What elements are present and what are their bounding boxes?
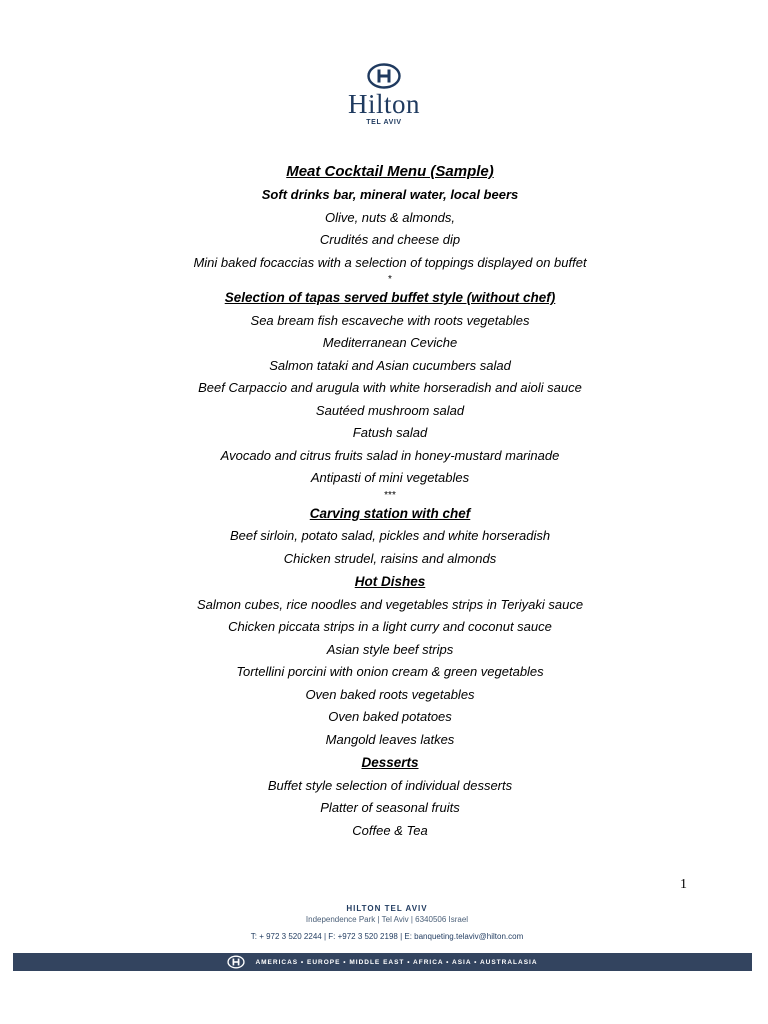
menu-title: Meat Cocktail Menu (Sample) <box>286 163 494 180</box>
menu-item: Chicken piccata strips in a light curry and coconut sauce <box>228 619 552 634</box>
brand-name: Hilton <box>347 89 420 119</box>
menu-item: Crudités and cheese dip <box>319 232 461 247</box>
menu-item: Asian style beef strips <box>326 641 454 657</box>
intro-drinks: Soft drinks bar, mineral water, local beers <box>261 187 519 202</box>
footer-regions-bar <box>13 953 752 971</box>
menu-item: Mediterranean Ceviche <box>322 335 458 350</box>
footer-regions: AMERICAS • EUROPE • MIDDLE EAST • AFRICA • ASIA • AUSTRALASIA <box>255 958 538 966</box>
brand-location: TEL AVIV <box>366 119 402 126</box>
footer-contact: T: + 972 3 520 2244 | F: +972 3 520 2198 | E: banqueting.telaviv@hilton.com <box>250 932 524 941</box>
menu-item: Fatush salad <box>352 425 428 440</box>
menu-item: Coffee & Tea <box>352 822 428 838</box>
menu-item: Mangold leaves latkes <box>325 731 455 747</box>
separator: *** <box>384 489 396 501</box>
menu-item: Salmon cubes, rice noodles and vegetables strips in Teriyaki sauce <box>196 596 584 612</box>
section-heading-tapas: Selection of tapas served buffet style (without chef) <box>224 290 556 305</box>
menu-item: Platter of seasonal fruits <box>320 800 460 815</box>
section-heading-hot-dishes: Hot Dishes <box>354 574 426 589</box>
menu-item: Sautéed mushroom salad <box>315 402 465 418</box>
hilton-emblem-icon <box>367 63 401 89</box>
footer-hotel-name: HILTON TEL AVIV <box>346 904 428 913</box>
menu-item: Chicken strudel, raisins and almonds <box>283 550 497 566</box>
menu-item: Buffet style selection of individual desserts <box>267 777 513 793</box>
footer <box>0 903 768 943</box>
menu-item: Salmon tataki and Asian cucumbers salad <box>269 357 511 373</box>
menu-item: Olive, nuts & almonds, <box>324 209 456 225</box>
menu-item: Tortellini porcini with onion cream & green vegetables <box>236 664 544 679</box>
hilton-emblem-icon <box>227 955 245 969</box>
menu-item: Avocado and citrus fruits salad in honey-mustard marinade <box>220 447 560 463</box>
hilton-logo <box>0 63 768 126</box>
menu-item: Sea bream fish escaveche with roots vegetables <box>250 312 530 328</box>
menu-item: Oven baked roots vegetables <box>305 686 475 702</box>
separator: * <box>388 274 392 285</box>
footer-address: Independence Park | Tel Aviv | 6340506 Israel <box>305 915 469 924</box>
menu-item: Beef sirloin, potato salad, pickles and white horseradish <box>229 528 551 543</box>
menu-item: Oven baked potatoes <box>328 709 452 724</box>
section-heading-carving: Carving station with chef <box>309 505 471 521</box>
menu-item: Antipasti of mini vegetables <box>310 470 470 485</box>
page-number: 1 <box>680 877 687 892</box>
section-heading-desserts: Desserts <box>361 755 419 770</box>
menu-item: Mini baked focaccias with a selection of toppings displayed on buffet <box>193 254 587 270</box>
menu-body <box>0 160 768 842</box>
menu-item: Beef Carpaccio and arugula with white horseradish and aioli sauce <box>198 380 582 395</box>
